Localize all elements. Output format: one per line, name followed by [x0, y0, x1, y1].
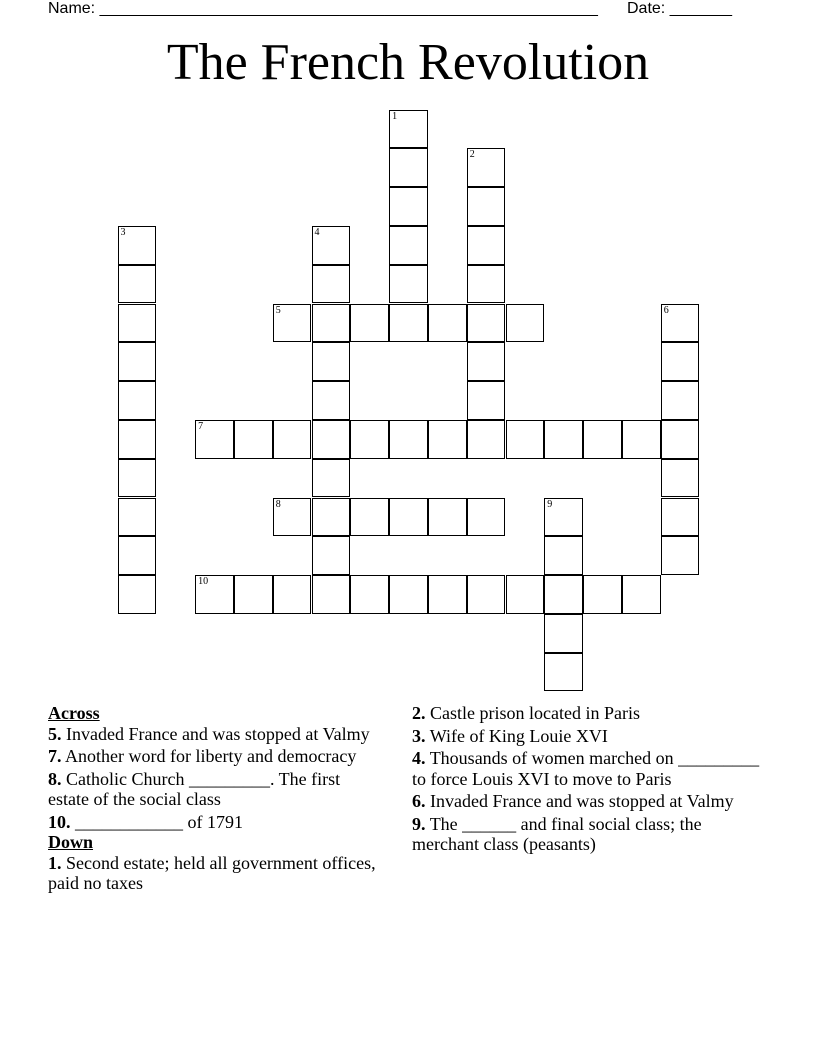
crossword-cell[interactable]	[661, 420, 700, 459]
crossword-cell[interactable]	[118, 381, 157, 420]
crossword-cell[interactable]	[350, 498, 389, 537]
crossword-cell[interactable]	[544, 498, 583, 537]
clue-across-10	[48, 812, 378, 833]
clue-down-1	[48, 853, 378, 894]
cell-number: 5	[275, 304, 281, 316]
cell-number: 7	[198, 420, 204, 432]
clue-number: 5.	[48, 723, 62, 744]
crossword-cell[interactable]	[661, 536, 700, 575]
crossword-cell[interactable]	[118, 536, 157, 575]
crossword-cell[interactable]	[118, 575, 157, 614]
crossword-cell[interactable]	[544, 653, 583, 692]
clue-number: 4.	[412, 748, 426, 768]
crossword-cell[interactable]	[312, 575, 351, 614]
cell-number: 8	[275, 498, 281, 510]
clue-text: Second estate; held all government offices, paid no taxes	[48, 852, 376, 893]
crossword-cell[interactable]	[661, 498, 700, 537]
cell-number: 1	[392, 110, 398, 122]
crossword-cell[interactable]	[389, 187, 428, 226]
crossword-cell[interactable]	[312, 342, 351, 381]
crossword-cell[interactable]	[467, 575, 506, 614]
crossword-cell[interactable]	[312, 226, 351, 265]
clue-number: 2.	[412, 703, 426, 723]
crossword-cell[interactable]	[544, 420, 583, 459]
clue-across-5	[48, 724, 378, 745]
crossword-cell[interactable]	[234, 575, 273, 614]
crossword-cell[interactable]	[389, 226, 428, 265]
cell-number: 10	[198, 576, 209, 588]
cell-number: 4	[314, 226, 320, 238]
crossword-cell[interactable]	[118, 342, 157, 381]
clue-number: 9.	[412, 813, 426, 834]
crossword-cell[interactable]	[273, 498, 312, 537]
cell-number: 6	[663, 304, 669, 316]
crossword-cell[interactable]	[234, 420, 273, 459]
crossword-cell[interactable]	[312, 304, 351, 343]
crossword-cell[interactable]	[583, 575, 622, 614]
crossword-cell[interactable]	[467, 304, 506, 343]
crossword-cell[interactable]	[350, 575, 389, 614]
crossword-cell[interactable]	[273, 304, 312, 343]
crossword-cell[interactable]	[273, 420, 312, 459]
clue-number: 7.	[48, 746, 62, 766]
crossword-cell[interactable]	[195, 420, 234, 459]
clue-text: Thousands of women marched on _________ to force Louis XVI to move to Paris	[412, 748, 760, 789]
crossword-cell[interactable]	[467, 498, 506, 537]
clue-number: 10.	[48, 811, 71, 832]
crossword-cell[interactable]	[661, 381, 700, 420]
crossword-cell[interactable]	[661, 342, 700, 381]
crossword-cell[interactable]	[350, 304, 389, 343]
crossword-cell[interactable]	[428, 498, 467, 537]
crossword-cell[interactable]	[312, 420, 351, 459]
clue-text: Invaded France and was stopped at Valmy	[66, 723, 370, 744]
crossword-cell[interactable]	[467, 187, 506, 226]
crossword-cell[interactable]	[273, 575, 312, 614]
cell-number: 3	[120, 226, 126, 238]
page-title: The French Revolution	[166, 34, 650, 91]
crossword-cell[interactable]	[350, 420, 389, 459]
clues-left-column	[48, 703, 378, 896]
crossword-cell[interactable]	[506, 304, 545, 343]
crossword-cell[interactable]	[389, 110, 428, 149]
clue-text: Invaded France and was stopped at Valmy	[430, 791, 734, 811]
crossword-cell[interactable]	[312, 459, 351, 498]
crossword-cell[interactable]	[312, 265, 351, 304]
clue-text: Wife of King Louie XVI	[429, 725, 608, 746]
crossword-cell[interactable]	[467, 420, 506, 459]
crossword-cell[interactable]	[389, 420, 428, 459]
crossword-cell[interactable]	[312, 381, 351, 420]
crossword-cell[interactable]	[118, 304, 157, 343]
clue-across-8	[48, 769, 378, 810]
down-heading: Down	[48, 832, 94, 852]
date-field[interactable]: Date: _______	[627, 0, 732, 17]
crossword-cell[interactable]	[118, 265, 157, 304]
crossword-cell[interactable]	[312, 498, 351, 537]
crossword-cell[interactable]	[544, 536, 583, 575]
crossword-cell[interactable]	[389, 304, 428, 343]
crossword-cell[interactable]	[389, 498, 428, 537]
across-heading: Across	[48, 703, 100, 723]
crossword-cell[interactable]	[467, 265, 506, 304]
crossword-cell[interactable]	[544, 575, 583, 614]
clue-down-2	[412, 703, 772, 724]
clue-text: Another word for liberty and democracy	[65, 746, 357, 766]
clue-text: Catholic Church _________. The first estate of the social class	[48, 768, 341, 809]
clue-text: The ______ and final social class; the merchant class (peasants)	[412, 813, 702, 854]
crossword-cell[interactable]	[428, 304, 467, 343]
crossword-cell[interactable]	[389, 148, 428, 187]
crossword-cell[interactable]	[467, 226, 506, 265]
crossword-cell[interactable]	[118, 226, 157, 265]
crossword-cell[interactable]	[118, 498, 157, 537]
cell-number: 9	[547, 498, 553, 510]
clues-right-column	[412, 703, 772, 857]
clue-down-6	[412, 791, 772, 812]
name-field[interactable]: Name: ________________________________________________________	[48, 0, 598, 17]
crossword-cell[interactable]	[389, 265, 428, 304]
crossword-cell[interactable]	[389, 575, 428, 614]
crossword-cell[interactable]	[195, 575, 234, 614]
clue-down-3	[412, 726, 772, 747]
crossword-cell[interactable]	[428, 420, 467, 459]
crossword-cell[interactable]	[506, 575, 545, 614]
clue-number: 3.	[412, 725, 426, 746]
cell-number: 2	[469, 149, 475, 161]
crossword-cell[interactable]	[312, 536, 351, 575]
clue-text: ____________ of 1791	[75, 811, 243, 832]
crossword-cell[interactable]	[467, 148, 506, 187]
crossword-cell[interactable]	[583, 420, 622, 459]
crossword-cell[interactable]	[118, 420, 157, 459]
crossword-cell[interactable]	[622, 575, 661, 614]
clue-number: 8.	[48, 768, 62, 789]
clue-down-9	[412, 814, 772, 855]
clue-across-7	[48, 746, 378, 767]
crossword-cell[interactable]	[428, 575, 467, 614]
crossword-cell[interactable]	[661, 304, 700, 343]
clue-number: 1.	[48, 852, 62, 873]
crossword-cell[interactable]	[544, 614, 583, 653]
clue-down-4	[412, 748, 772, 789]
clue-number: 6.	[412, 791, 426, 811]
crossword-cell[interactable]	[506, 420, 545, 459]
crossword-cell[interactable]	[467, 381, 506, 420]
crossword-cell[interactable]	[467, 342, 506, 381]
clue-text: Castle prison located in Paris	[430, 703, 640, 723]
crossword-cell[interactable]	[622, 420, 661, 459]
crossword-cell[interactable]	[661, 459, 700, 498]
crossword-cell[interactable]	[118, 459, 157, 498]
